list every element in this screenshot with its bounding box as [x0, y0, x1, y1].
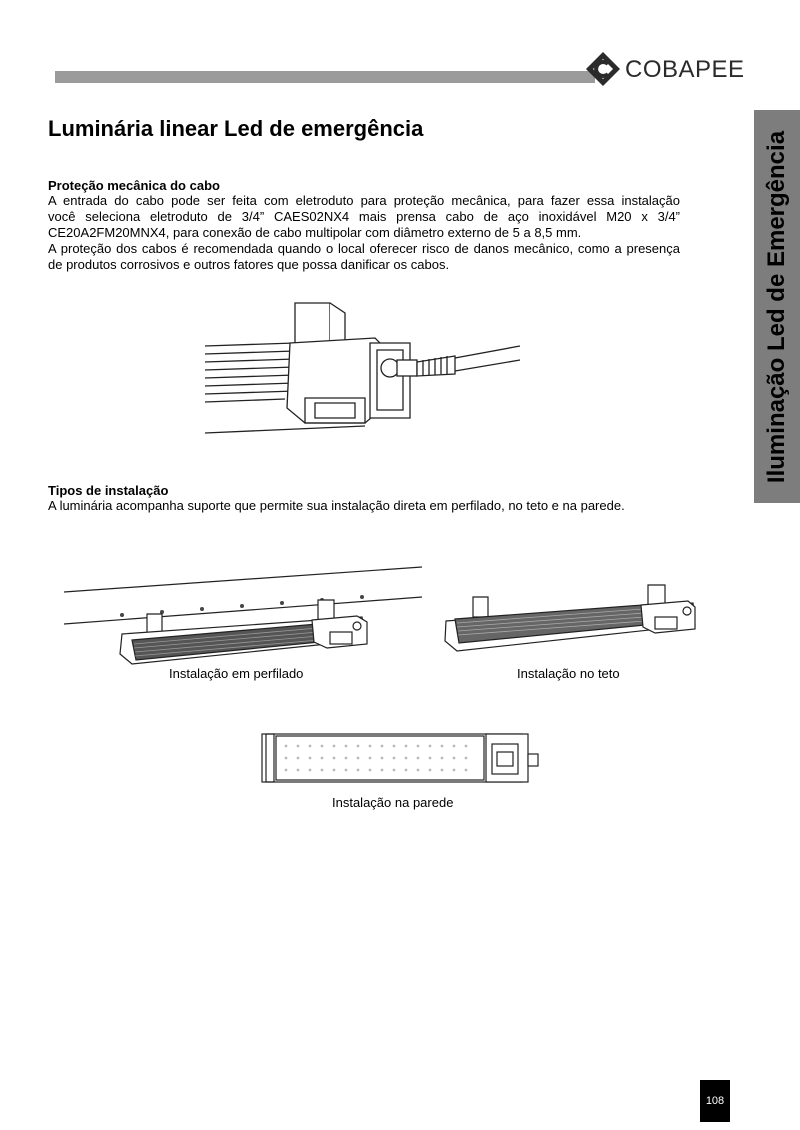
caption-ceiling: Instalação no teto	[517, 666, 620, 681]
text-line: você seleciona eletroduto de 3/4” CAES02NX4 mais prensa cabo de aço inoxidável M20 x 3/4”	[48, 209, 680, 224]
side-tab-label: Iluminação Led de Emergência	[763, 130, 790, 483]
text-line: A entrada do cabo pode ser feita com eletroduto para proteção mecânica, para fazer essa instalação	[48, 193, 680, 208]
header-bar	[55, 71, 595, 83]
text-line: CE20A2FM20MNX4, para conexão de cabo multipolar com diâmetro externo de 5 a 8,5 mm.	[48, 225, 582, 240]
cable-gland-detail-illustration	[205, 298, 520, 438]
text-line: A proteção dos cabos é recomendada quando o local oferecer risco de danos mecânico, como a presença	[48, 241, 680, 256]
cobapee-logo-icon	[583, 50, 623, 90]
section-title-installation: Tipos de instalação	[48, 483, 169, 498]
text-line: de produtos corrosivos e outros fatores que possa danificar os cabos.	[48, 257, 450, 272]
page-title: Luminária linear Led de emergência	[48, 116, 424, 141]
page-number-box	[700, 1080, 730, 1122]
section-text-protection	[48, 193, 680, 273]
section-text-installation: A luminária acompanha suporte que permite sua instalação direta em perfilado, no teto e na parede.	[48, 498, 625, 513]
side-tab	[754, 110, 800, 503]
page-number: 108	[705, 1095, 725, 1107]
caption-wall: Instalação na parede	[332, 795, 454, 810]
wall-mount-illustration	[260, 732, 540, 784]
brand-logo	[583, 50, 753, 90]
brand-name: COBAPEE	[625, 56, 745, 83]
section-title-protection: Proteção mecânica do cabo	[48, 178, 220, 193]
profile-mount-illustration	[62, 562, 424, 670]
caption-profile: Instalação em perfilado	[169, 666, 304, 681]
ceiling-mount-illustration	[443, 583, 698, 655]
